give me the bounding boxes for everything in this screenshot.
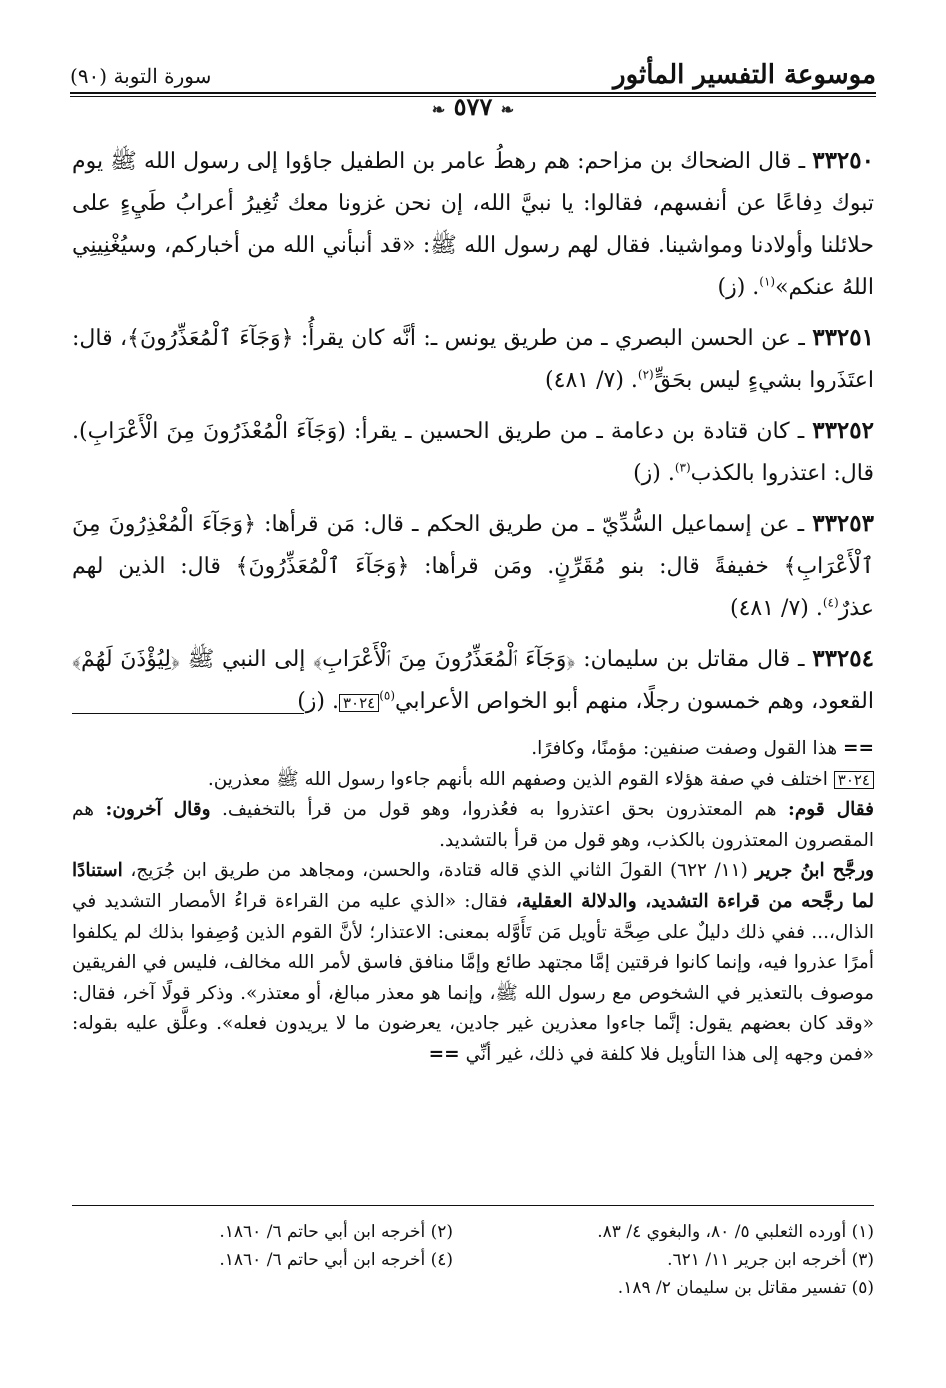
commentary-text: هم المقصرون المعتذرون بالكذب، وهو قول من قرأ بالتشديد.: [72, 799, 874, 851]
header-rule: [70, 96, 876, 97]
footnote-marker: (٢): [637, 367, 654, 382]
narration-text: ـ عن الحسن البصري ـ من طريق يونس ـ: أنَّه كان يقرأُ: ﴿وَجَآءَ ٱلْمُعَذِّرُونَ﴾، قال: اعتَذَروا بشيءٍ ليس بحَقٍّ: [72, 326, 874, 393]
ornament-icon: ❧: [500, 100, 515, 119]
commentary-text: هذا القول وصفت صنفين: مؤمنًا، وكافرًا.: [531, 738, 838, 759]
tarjih-label: ورجَّح ابنُ جرير: [755, 860, 874, 882]
surah-label: سورة التوبة (٩٠): [70, 64, 212, 88]
narration-ref: . (ز): [633, 461, 675, 486]
footnote: (١) أورده الثعلبي ٥/ ٨٠، والبغوي ٤/ ٨٣.: [597, 1222, 874, 1242]
commentary-box-number: ٣٠٢٤: [834, 771, 874, 789]
narration-text: ـ عن إسماعيل السُّدِّيّ ـ من طريق الحكم ـ قال: مَن قرأها: ﴿وَجَآءَ الْمُعْذِرُونَ مِنَ ٱلْأَعْرَابِ﴾ خفيفةً قال: بنو مُقَرِّنٍ. ومَن قرأها: ﴿وَجَآءَ ٱلْمُعَذِّرُونَ﴾ قال: الذين لهم عذرٌ: [72, 512, 874, 621]
narration: [72, 317, 874, 402]
narration-number: ٣٣٢٥٢: [812, 417, 874, 444]
footnote-rule: [72, 1205, 874, 1206]
narration-number: ٣٣٢٥٠: [812, 147, 874, 174]
narration-ref: . (ز): [297, 689, 339, 714]
tarjih-ref: (١١/ ٦٢٢): [669, 860, 748, 882]
narration-text: ـ قال مقاتل بن سليمان: ﴿وَجَآءَ ٱلْمُعَذِّرُونَ مِنَ ٱلْأَعْرَابِ﴾ إلى النبي ﷺ ﴿لِيُؤْذَنَ لَهُمْ﴾ القعود، وهم خمسون رجلًا، منهم أبو الخواص الأعرابي: [72, 647, 874, 714]
continuation-mark: ==: [842, 738, 874, 759]
narration: [72, 410, 874, 495]
narration-number: ٣٣٢٥٣: [812, 510, 874, 537]
narration-number: ٣٣٢٥١: [812, 324, 874, 351]
ornament-icon: ❧: [431, 100, 446, 119]
main-text: [72, 140, 874, 731]
commentary-text: هم المعتذرون بحق اعتذروا به فعُذروا، وهو قول من قرأ بالتخفيف.: [222, 799, 777, 821]
commentary-quote: فقال: «الذي عليه من القراءة قراءُ الأمصار التشديد في الذال،... ففي ذلك دليلٌ على صِحَّة تأويل مَن تَأَوَّله بمعنى: الاعتذار؛ لأنَّ القوم الذين وُصِفوا بذلك لم يكلفوا أمرًا عذروا فيه، وإنما كانوا فرقتين إمَّا مجتهد طائع وإمَّا منافق فاسق لأمر الله مخالف، فليس في الفريقين موصوف بالتعذير في الشخوص مع رسول الله ﷺ، وإنما هو معذر مبالغ، أو معتذر». وذكر قولًا آخر، فقال: «وقد كان بعضهم يقول: إنَّما جاءوا معذرين غير جادين، يعرضون ما لا يريدون فعله». وعلَّق عليه بقوله: «فمن وجهه إلى هذا التأويل فلا كلفة في ذلك، غير أنِّي: [72, 890, 874, 1065]
footnote: (٢) أخرجه ابن أبي حاتم ٦/ ١٨٦٠.: [219, 1222, 453, 1242]
footnote-marker: (٥): [379, 688, 396, 703]
footnote-marker: (٤): [822, 595, 839, 610]
narration-ref: . (٧/ ٤٨١): [545, 368, 638, 393]
continuation-mark: ==: [428, 1043, 460, 1065]
narration-ref: . (٧/ ٤٨١): [730, 596, 823, 621]
opinion-label: فقال قوم:: [788, 799, 874, 821]
narration-text: ـ كان قتادة بن دعامة ـ من طريق الحسين ـ يقرأ: (وَجَآءَ الْمُعْذَرُونَ مِنَ الْأَعْرَابِ). قال: اعتذروا بالكذب: [72, 419, 874, 486]
commentary: [72, 734, 874, 1071]
commentary-box-number: ٣٠٢٤: [339, 694, 379, 712]
commentary-line: [72, 734, 874, 765]
narration-ref: . (ز): [717, 275, 760, 300]
footnotes: [72, 1218, 874, 1302]
commentary-text: اختلف في صفة هؤلاء القوم الذين وصفهم الله بأنهم جاءوا رسول الله ﷺ معذرين.: [207, 768, 828, 790]
footnote-marker: (٣): [674, 460, 691, 475]
narration-text: ـ قال الضحاك بن مزاحم: هم رهطُ عامر بن الطفيل جاؤوا إلى رسول الله ﷺ يوم تبوك دِفاعًا عن أنفسهم، فقالوا: يا نبيَّ الله، إن نحن غزونا معك تُغِيرُ أعرابُ طَيِءٍ على حلائلنا وأولادنا ومواشينا. فقال لهم رسول الله ﷺ: «قد أنبأني الله من أخباركم، وسيُغْنِينِي اللهُ عنكم»: [72, 149, 874, 300]
commentary-text: القولَ الثاني الذي قاله قتادة، والحسن، ومجاهد من طريق ابن جُرَيج،: [130, 860, 663, 882]
footnote: (٣) أخرجه ابن جرير ١١/ ٦٢١.: [667, 1250, 874, 1270]
opinion-label: وقال آخرون:: [105, 799, 211, 821]
footnote: (٤) أخرجه ابن أبي حاتم ٦/ ١٨٦٠.: [219, 1250, 453, 1270]
page-header: [70, 58, 876, 121]
header-rule: [70, 92, 876, 94]
footnote-marker: (١): [759, 274, 776, 289]
page-number: ٥٧٧: [453, 92, 493, 121]
tarjih-reason: استنادًا لما رجَّحه من قراءة التشديد، والدلالة العقلية،: [72, 860, 874, 912]
footnote: (٥) تفسير مقاتل بن سليمان ٢/ ١٨٩.: [617, 1278, 874, 1298]
commentary-line: [72, 795, 874, 856]
narration-number: ٣٣٢٥٤: [812, 645, 874, 672]
narration: [72, 503, 874, 630]
commentary-line: [72, 856, 874, 1070]
book-title: موسوعة التفسير المأثور: [613, 60, 876, 90]
commentary-line: [72, 765, 874, 796]
narration: [72, 638, 874, 723]
narration: [72, 140, 874, 309]
section-separator: [72, 713, 304, 714]
